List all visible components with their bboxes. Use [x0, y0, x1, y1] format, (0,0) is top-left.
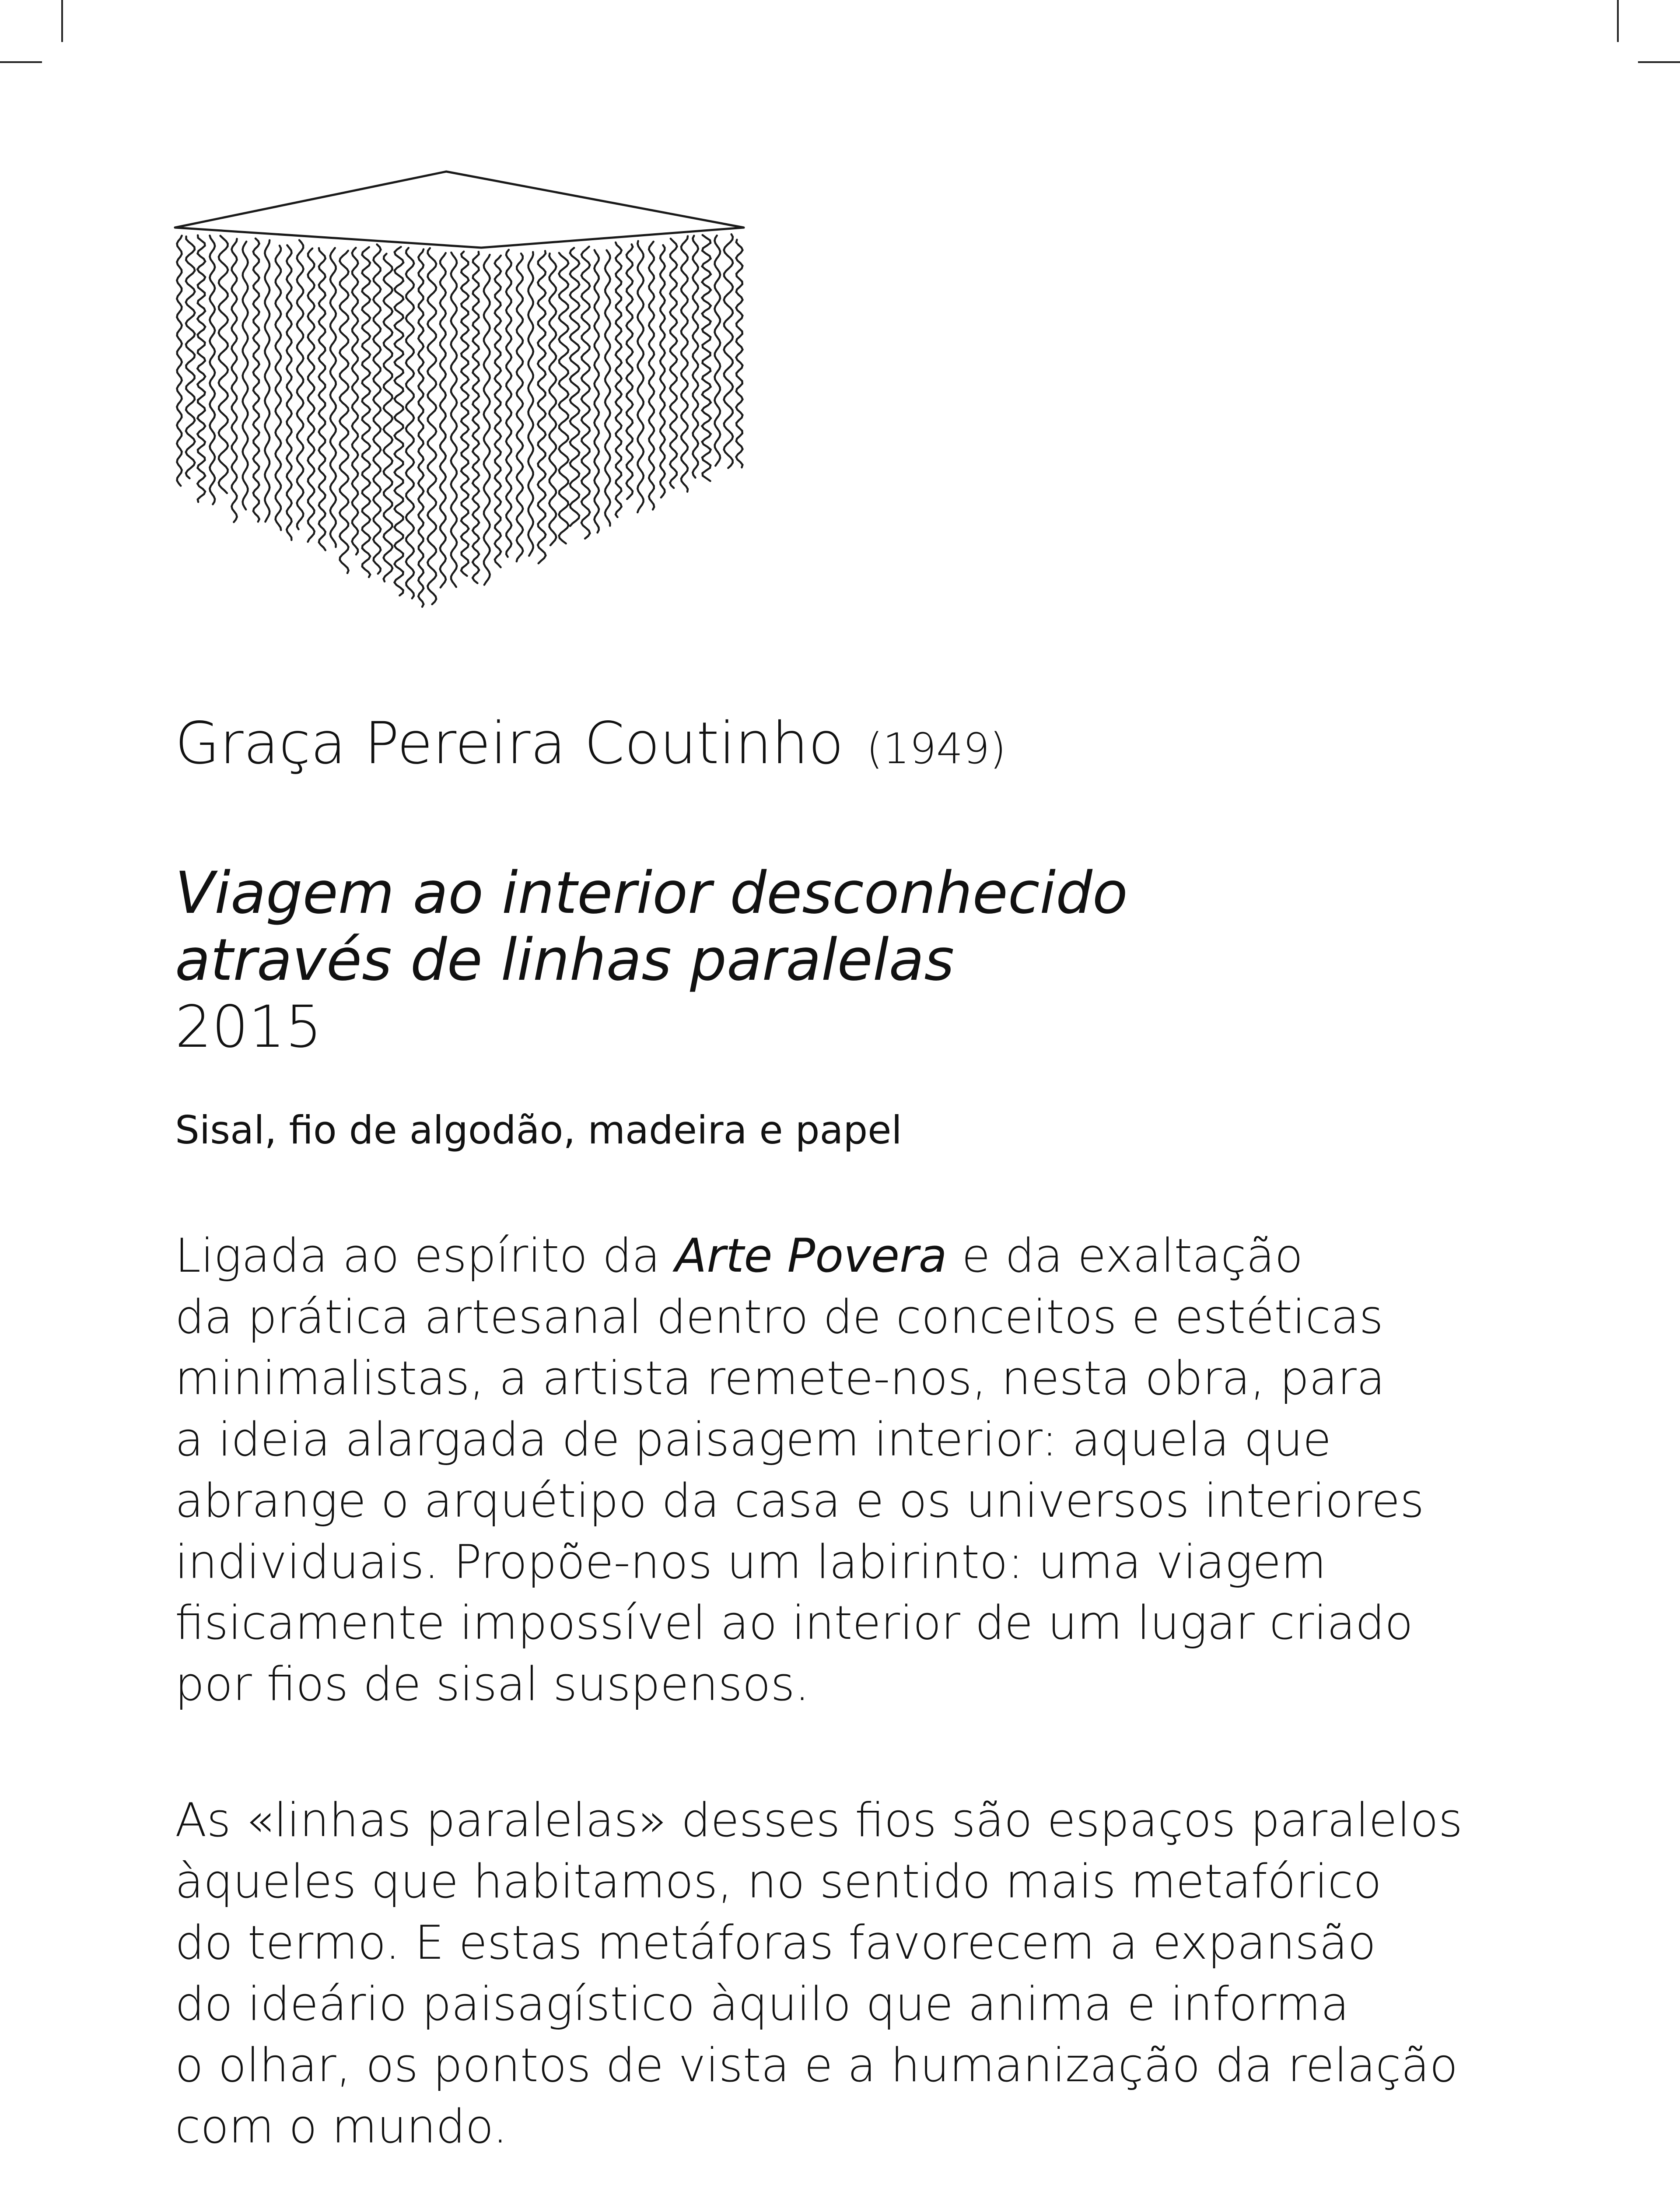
paragraph-line: individuais. Propõe-nos um labirinto: uma viagem: [175, 1535, 1326, 1589]
sisal-thread: [384, 254, 393, 582]
sisal-thread: [693, 236, 698, 478]
paragraph-line: por fios de sisal suspensos.: [175, 1657, 810, 1711]
paragraph-text: e da exaltação: [947, 1229, 1303, 1283]
paragraph-line: o olhar, os pontos de vista e a humanização da relação: [175, 2038, 1458, 2092]
paragraph-line: As «linhas paralelas» desses fios são espaços paralelos: [175, 1793, 1463, 1847]
sisal-thread: [637, 241, 644, 512]
sisal-thread: [253, 238, 259, 522]
sisal-thread: [406, 248, 414, 598]
sisal-thread: [736, 240, 743, 467]
paragraph-line: com o mundo.: [175, 2099, 508, 2153]
sisal-thread: [581, 247, 590, 539]
sisal-thread: [702, 235, 711, 481]
arte-povera-emphasis: Arte Povera: [675, 1229, 947, 1283]
artwork-materials: Sisal, fio de algodão, madeira e papel: [175, 1108, 902, 1153]
sisal-thread: [308, 249, 315, 542]
artwork-year: 2015: [175, 993, 322, 1061]
sisal-thread: [724, 234, 733, 468]
sisal-thread: [649, 242, 654, 509]
sisal-thread: [276, 245, 281, 530]
sisal-thread: [626, 244, 633, 499]
paragraph-line: a ideia alargada de paisagem interior: aquela que: [175, 1412, 1331, 1466]
sisal-thread: [287, 245, 292, 540]
sisal-thread: [714, 235, 720, 466]
sisal-thread: [484, 255, 490, 585]
sisal-thread: [616, 242, 622, 517]
sisal-thread: [418, 249, 424, 607]
description-paragraph-1: [175, 1225, 1575, 1715]
sisal-thread: [319, 248, 326, 551]
sisal-thread: [506, 250, 511, 557]
sisal-thread: [495, 256, 501, 568]
sisal-thread: [186, 236, 195, 478]
paragraph-line: do ideário paisagístico àquilo que anima e informa: [175, 1977, 1349, 2031]
sisal-thread: [670, 238, 677, 488]
paragraph-line: fisicamente impossível ao interior de um lugar criado: [175, 1596, 1413, 1650]
sisal-thread: [472, 252, 479, 583]
sisal-thread: [340, 251, 348, 573]
artist-heading: [175, 709, 1575, 778]
sisal-thread: [231, 239, 237, 522]
sisal-thread: [197, 235, 205, 502]
sisal-thread: [362, 247, 371, 577]
sisal-thread: [594, 250, 599, 533]
wooden-frame-outline: [175, 172, 744, 248]
sisal-thread: [219, 236, 228, 493]
artwork-title-line-2: através de linhas paralelas: [175, 926, 955, 994]
sisal-thread: [243, 242, 248, 509]
paragraph-line: minimalistas, a artista remete-nos, nesta obra, para: [175, 1351, 1385, 1405]
sisal-thread: [330, 248, 336, 547]
sisal-thread: [427, 248, 436, 604]
sisal-thread: [210, 235, 215, 504]
sisal-thread: [440, 253, 446, 588]
sisal-thread: [297, 240, 304, 529]
paragraph-line: da prática artesanal dentro de conceitos e estéticas: [175, 1290, 1383, 1344]
sisal-thread: [517, 253, 523, 561]
artwork-title-block: [175, 860, 1575, 1061]
description-paragraph-2: [175, 1790, 1575, 2157]
paragraph-text: Ligada ao espírito da: [175, 1229, 675, 1283]
sisal-thread: [570, 248, 580, 526]
paragraph-line: abrange o arquétipo da casa e os universos interiores: [175, 1473, 1424, 1528]
hanging-sisal-threads: [177, 234, 742, 607]
sisal-thread: [265, 240, 270, 522]
artist-name: Graça Pereira Coutinho: [175, 710, 844, 777]
sisal-thread: [681, 236, 688, 492]
crop-mark-top-left-v: [61, 0, 63, 42]
installation-illustration: [166, 166, 761, 630]
sisal-thread: [373, 245, 381, 574]
crop-mark-top-left-h: [0, 61, 42, 63]
sisal-thread: [559, 253, 569, 543]
sisal-thread: [395, 247, 404, 596]
sisal-thread: [528, 252, 533, 556]
paragraph-line: [175, 1225, 1575, 1287]
artwork-title-line-1: Viagem ao interior desconhecido: [175, 859, 1128, 927]
paragraph-line: àqueles que habitamos, no sentido mais metafórico: [175, 1854, 1382, 1908]
sisal-thread: [538, 251, 546, 563]
sisal-thread: [605, 250, 610, 526]
crop-mark-top-right-h: [1638, 61, 1680, 63]
crop-mark-top-right-v: [1617, 0, 1619, 42]
sisal-thread: [451, 252, 457, 587]
paragraph-line: do termo. E estas metáforas favorecem a expansão: [175, 1915, 1376, 1970]
sisal-thread: [352, 248, 358, 554]
sisal-thread: [461, 252, 469, 576]
sisal-thread: [549, 253, 556, 545]
sisal-thread: [660, 245, 665, 498]
artist-years: (1949): [866, 724, 1006, 773]
sisal-thread: [177, 236, 182, 486]
